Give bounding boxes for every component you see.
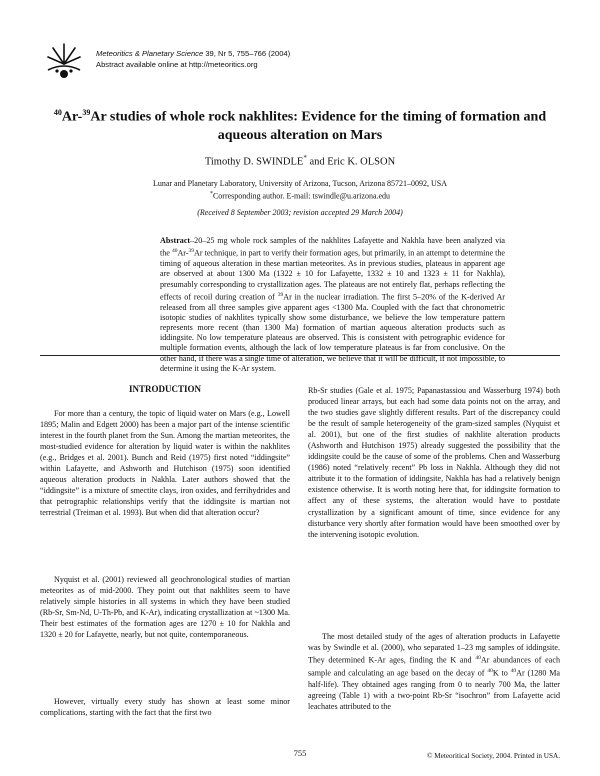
superscript: 40: [475, 655, 481, 662]
superscript: 40: [171, 248, 178, 255]
affiliation: Lunar and Planetary Laboratory, University of Arizona, Tucson, Arizona 85721–0092, USA: [152, 179, 448, 188]
abstract-availability: Abstract available online at http://meteoritics.org: [96, 60, 258, 69]
author-name: and Eric K. OLSON: [306, 156, 396, 168]
abstract-label: Abstract: [160, 236, 191, 245]
paragraph: Nyquist et al. (2001) reviewed all geochronological studies of martian meteorites as of mid-2000. They point out that nakhlites seem to have relatively simple histories in all systems in which they have been studied (Rb-Sr, Sm-Nd, U-Th-Pb, and K-Ar), indicating crystallization at ~1300 Ma. Their best estimates of the formation ages are 1270 ± 10 for Nakhla and 1320 ± 20 for Lafayette, nearly, but not quite, contemporaneous.: [40, 575, 290, 640]
abstract-text: Ar-: [177, 248, 189, 258]
abstract-text: –20–25 mg whole rock samples of the nakhlites Lafayette and Nakhla have been analyzed via the: [160, 236, 505, 258]
paragraph-text: The most detailed study of the ages of alteration products in Lafayette was by Swindle et al. (2000), who separated 1–23 mg samples of iddingsite. They determined K-Ar ages, finding the K and: [308, 632, 560, 665]
intro-paragraph-5: [308, 631, 560, 712]
abstract-text: Ar technique, in part to verify their formation ages, but primarily, in an attempt to determine the timing of aqueous alteration in these martian meteorites. As in previous studies, plateaus in apparent age are observed at about 1300 Ma (1322 ± 10 for Lafayette, 1332 ± 10 and 1323 ± 11 for Nakhla), presumably corresponding to crystallization ages. The plateaus are not entirely flat, perhaps reflecting the effects of recoil during creation of: [160, 248, 505, 302]
superscript: 39: [277, 291, 284, 298]
corresponding-mark: *: [303, 154, 307, 162]
journal-name: Meteoritics & Planetary Science: [96, 49, 204, 58]
title-superscript: 39: [82, 108, 91, 117]
author-list: [0, 154, 600, 168]
title-text: Ar-: [61, 109, 83, 125]
abstract: [160, 236, 505, 374]
paragraph-text: Ar (1280 Ma half-life). They obtained ages ranging from 0 to nearly 700 Ma, the latter agreeing (Table 1) with a two-point Rb-Sr “isochron” from Lafayette acid leachates attributed to the: [308, 668, 561, 711]
section-divider: [40, 355, 560, 356]
superscript: 40: [510, 667, 517, 674]
superscript: 39: [188, 248, 195, 255]
intro-paragraph-3: [40, 696, 290, 718]
received-dates: (Received 8 September 2003; revision accepted 29 March 2004): [197, 208, 403, 217]
corresponding-mark: *: [209, 191, 213, 197]
superscript: 40: [487, 667, 493, 674]
intro-paragraph-2: [40, 574, 290, 640]
title-superscript: 40: [53, 108, 62, 117]
abstract-text: Ar in the nuclear irradiation. The first 5–20% of the K-derived Ar released from all three samples give apparent ages <1300 Ma. Coupled with the fact that chronometric isotopic studies of nakhlites typically show some disturbance, we believe the low temperature pattern represents more recent (than 1300 Ma) formation of martian aqueous alteration products such as iddingsite. No low temperature plateaus are observed. This is consistent with petrographic evidence for multiple formation events, although the lack of low temperature plateaus is far from conclusive. On the other hand, if there was a single time of alteration, we believe that it will be difficult, if not impossible, to determine it using the K-Ar system.: [160, 292, 505, 373]
copyright-notice: © Meteoritical Society, 2004. Printed in USA.: [427, 752, 560, 760]
page-number: 755: [293, 748, 307, 758]
article-title: [40, 104, 560, 145]
meteoritical-society-logo: [44, 40, 84, 80]
title-text: Ar studies of whole rock nakhlites: Evidence for the timing of formation and aqueous alteration on Mars: [90, 109, 547, 143]
section-heading: INTRODUCTION: [128, 384, 201, 394]
paragraph-text: K to: [492, 668, 511, 678]
paragraph: However, virtually every study has shown at least some minor complications, starting with the fact that the first two: [40, 697, 290, 718]
journal-volume: 39, Nr 5, 755–766 (2004): [203, 49, 291, 58]
intro-paragraph-1: [40, 408, 290, 518]
author-name: Timothy D. SWINDLE: [204, 156, 304, 168]
corresponding-author: [0, 189, 600, 202]
paragraph: For more than a century, the topic of liquid water on Mars (e.g., Lowell 1895; Malin and Edgett 2000) has been a major part of the intense scientific interest in the fourth planet from the Sun. Among the martian meteorites, the most-studied evidence for alteration by liquid water is within the nakhlites (e.g., Bridges et al. 2001). Bunch and Reid (1975) first noted “iddingsite” within Lafayette, and Ashworth and Hutchison (1975) soon identified aqueous alteration products in Nakhla. Later authors showed that the “iddingsite” is a mixture of smectite clays, iron oxides, and ferrihydrides and that petrographic relationships verify that the iddingsite is martian not terrestrial (Treiman et al. 1993). But when did that alteration occur?: [40, 409, 290, 518]
corresponding-email: Corresponding author. E-mail: tswindle@u.arizona.edu: [212, 191, 391, 201]
journal-citation: [96, 49, 290, 59]
intro-paragraph-4: [308, 385, 560, 540]
paragraph: Rb-Sr studies (Gale et al. 1975; Papanastassiou and Wasserburg 1974) both produced linear arrays, but each had some data points not on the array, and the two studies gave slightly different results. Part of the discrepancy could be the result of sample heterogeneity of the gram-sized samples (Nyquist et al. 2001), but one of the first studies of nakhlite alteration products (Ashworth and Hutchison 1975) already suggested the possibility that the iddingsite could be the cause of some of the problems. Chen and Wasserburg (1986) noted “relatively recent” Pb loss in Nakhla. Although they did not attribute it to the formation of iddingsite, Nakhla has had a relatively benign existence otherwise. It is worth noting here that, for iddingsite formation to affect any of these systems, the alteration would have to postdate crystallization by a significant amount of time, since evidence for any disturbance very shortly after formation would have been smoothed over by the intervening isotopic evolution.: [308, 386, 560, 539]
paragraph-text: Ar abundances of each sample and calculating an age based on the decay of: [308, 655, 561, 678]
